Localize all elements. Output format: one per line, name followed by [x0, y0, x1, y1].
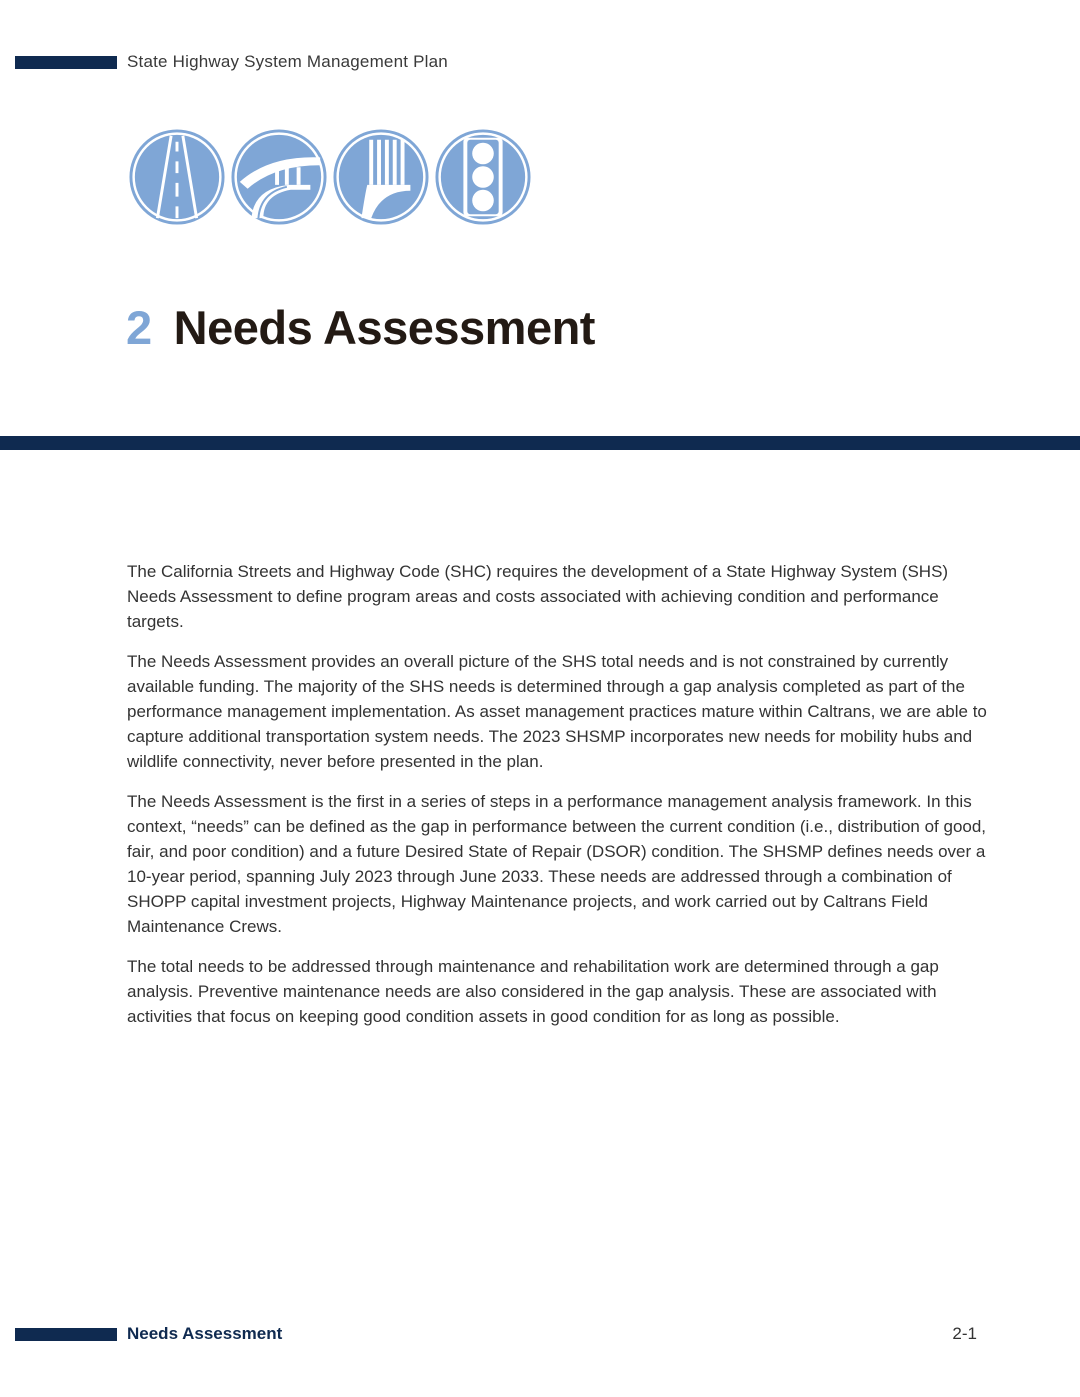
page-number: 2-1: [952, 1324, 977, 1343]
body-text: [127, 559, 987, 1044]
drainage-culvert-icon: [332, 128, 430, 226]
traffic-signal-icon: [434, 128, 532, 226]
footer-section-title: Needs Assessment: [127, 1324, 283, 1343]
paragraph: The Needs Assessment is the first in a series of steps in a performance management analysis framework. In this context, “needs” can be defined as the gap in performance between the current condition (i.e., distribution of good, fair, and poor condition) and a future Desired State of Repair (DSOR) condition. The SHSMP defines needs over a 10-year period, spanning July 2023 through June 2033. These needs are addressed through a combination of SHOPP capital investment projects, Highway Maintenance projects, and work carried out by Caltrans Field Maintenance Crews.: [127, 792, 987, 936]
paragraph: The California Streets and Highway Code (SHC) requires the development of a State Highway System (SHS) Needs Assessment to define program areas and costs associated with achieving condition and performance targets.: [127, 562, 949, 631]
running-header: State Highway System Management Plan: [127, 52, 448, 71]
chapter-heading: [126, 300, 595, 355]
chapter-number: 2: [126, 301, 152, 354]
footer-accent-bar: [15, 1328, 117, 1341]
paragraph: The total needs to be addressed through maintenance and rehabilitation work are determined through a gap analysis. Preventive maintenance needs are also considered in the gap analysis. These are associated with activities that focus on keeping good condition assets in good condition for as long as possible.: [127, 957, 939, 1026]
highway-lanes-icon: [128, 128, 226, 226]
paragraph: The Needs Assessment provides an overall picture of the SHS total needs and is not constrained by currently available funding. The majority of the SHS needs is determined through a gap analysis completed as part of the performance management implementation. As asset management practices mature within Caltrans, we are able to capture additional transportation system needs. The 2023 SHSMP incorporates new needs for mobility hubs and wildlife connectivity, never before presented in the plan.: [127, 652, 987, 771]
chapter-title: Needs Assessment: [173, 301, 595, 354]
header-accent-bar: [15, 56, 117, 69]
interchange-bridge-icon: [230, 128, 328, 226]
section-divider: [0, 436, 1080, 450]
chapter-icon-row: [128, 128, 532, 228]
